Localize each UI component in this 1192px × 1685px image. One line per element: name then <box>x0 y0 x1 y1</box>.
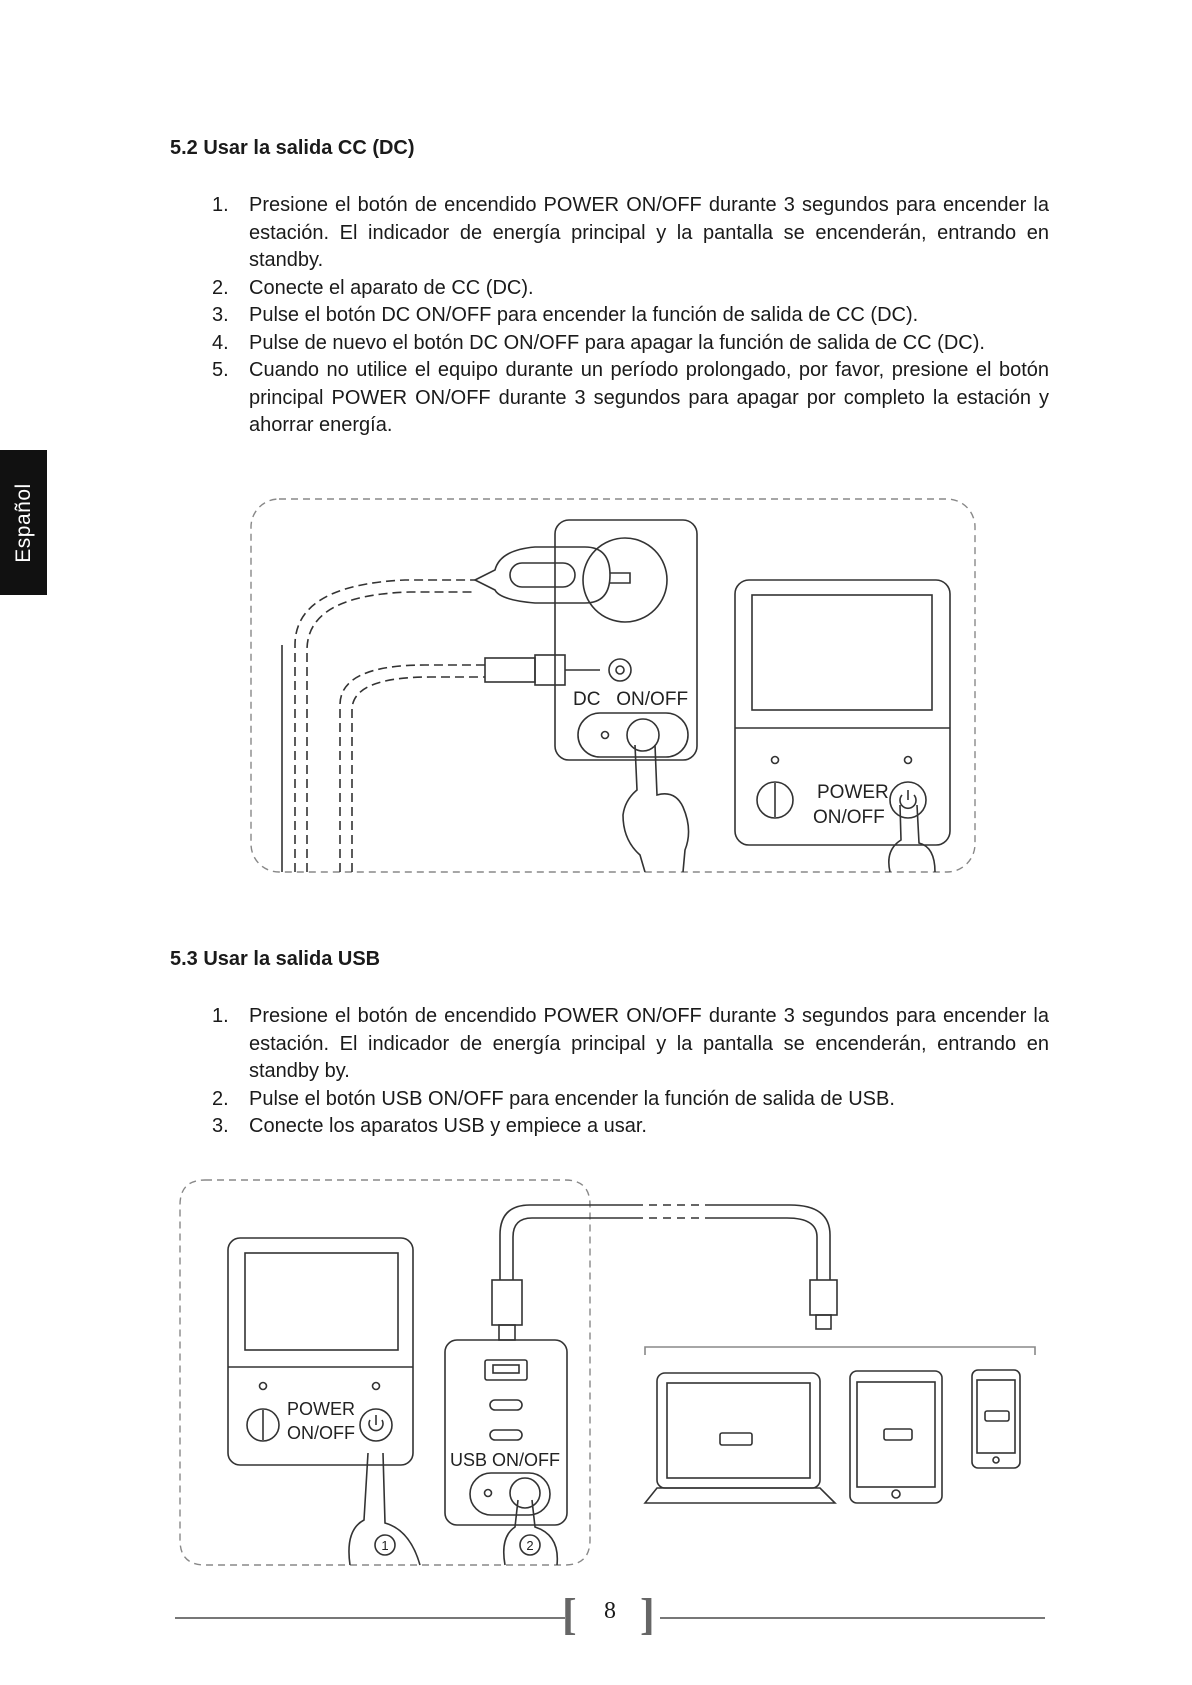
list-item: 3. Conecte los aparatos USB y empiece a usar. <box>212 1115 647 1137</box>
dc-output-illustration <box>245 495 981 877</box>
list-item: 2. Conecte el aparato de CC (DC). <box>212 276 534 299</box>
list-item: 1. Presione el botón de encendido POWER ON/OFF durante 3 segundos para encender la estación. El indicador de energía principal y la pantalla se encenderán, entrando en standby by. <box>212 1005 1049 1082</box>
list-item: 1. Presione el botón de encendido POWER ON/OFF durante 3 segundos para encender la estación. El indicador de energía principal y la pantalla se encenderán, entrando en standby. <box>212 194 1049 271</box>
footer-bracket-right: ] <box>640 1590 655 1639</box>
list-item: 3. Pulse el botón DC ON/OFF para encender la función de salida de CC (DC). <box>212 304 919 326</box>
footer-rule-left <box>175 1617 565 1619</box>
power-label-line1: POWER <box>287 1399 356 1419</box>
usb-output-illustration <box>175 1175 1045 1570</box>
power-label-line2: ON/OFF <box>813 807 885 828</box>
dc-on-off-label: DC ON/OFF <box>573 689 689 710</box>
footer-bracket-left: [ <box>562 1590 577 1639</box>
dc-steps-list <box>200 192 1049 440</box>
section-heading-usb: 5.3 Usar la salida USB <box>170 948 381 970</box>
list-item: 5. Cuando no utilice el equipo durante un período prolongado, por favor, presione el botón principal POWER ON/OFF durante 3 segundos para apagar por completo la estación y ahorrar energía. <box>212 359 1049 436</box>
step-marker-2: 2 <box>526 1538 534 1553</box>
usb-steps-list <box>200 1003 1049 1141</box>
language-label: Español <box>11 482 35 563</box>
language-side-tab <box>0 450 47 595</box>
power-label-line2: ON/OFF <box>287 1423 355 1443</box>
page-number: 8 <box>604 1598 616 1624</box>
footer-rule-right <box>660 1617 1045 1619</box>
section-heading-dc: 5.2 Usar la salida CC (DC) <box>170 137 415 159</box>
list-item: 4. Pulse de nuevo el botón DC ON/OFF para apagar la función de salida de CC (DC). <box>212 331 985 354</box>
list-item: 2. Pulse el botón USB ON/OFF para encender la función de salida de USB. <box>212 1087 895 1110</box>
power-label-line1: POWER <box>817 782 889 803</box>
usb-on-off-label: USB ON/OFF <box>450 1450 561 1470</box>
step-marker-1: 1 <box>381 1538 389 1553</box>
